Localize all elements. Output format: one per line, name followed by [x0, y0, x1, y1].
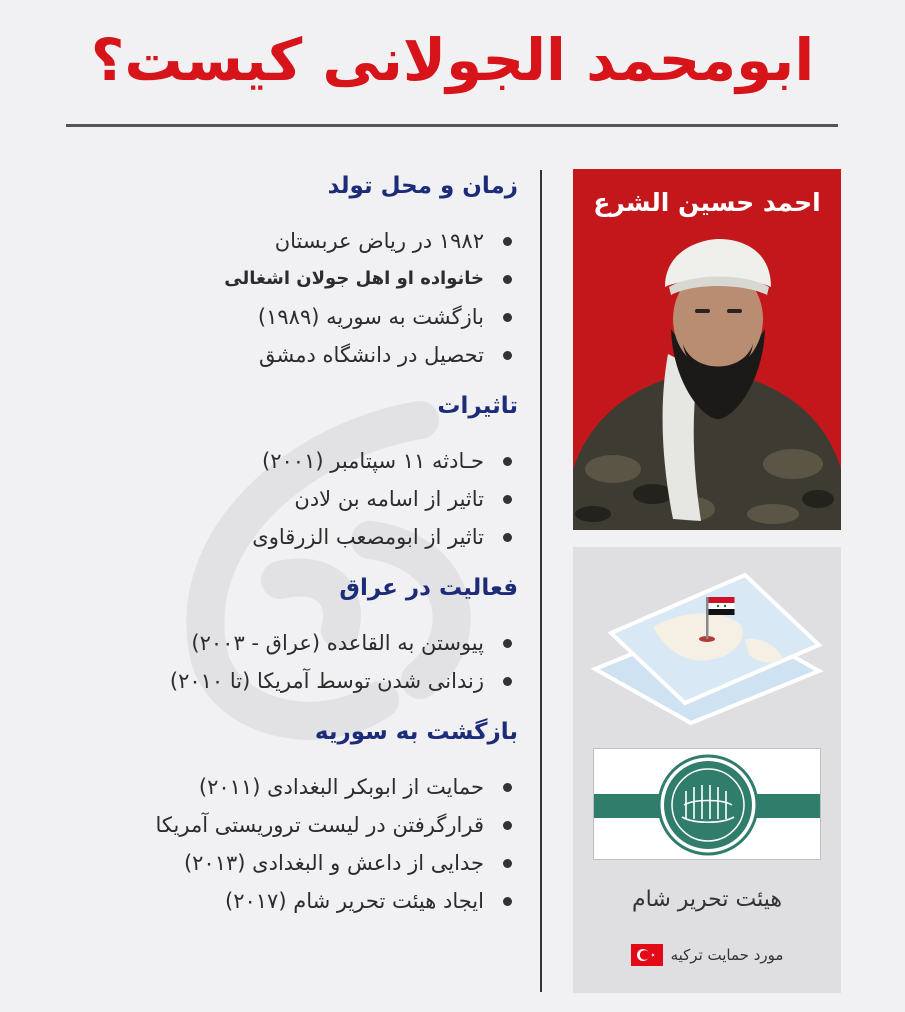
bullet-icon — [503, 457, 512, 466]
list-item: قرارگرفتن در لیست تروریستی آمریکا — [40, 806, 518, 844]
section-birth — [40, 164, 518, 374]
bullet-icon — [503, 275, 512, 284]
organization-name: هیئت تحریر شام — [632, 887, 782, 912]
bullet-icon — [503, 677, 512, 686]
bullet-icon — [503, 783, 512, 792]
list-item: تاثیر از اسامه بن لادن — [40, 480, 518, 518]
list-item: تاثیر از ابومصعب الزرقاوی — [40, 518, 518, 556]
list-item: تحصیل در دانشگاه دمشق — [40, 336, 518, 374]
list-item: جدایی از داعش و البغدادی (۲۰۱۳) — [40, 844, 518, 882]
bullet-list — [40, 222, 518, 374]
section-return-to-syria — [40, 710, 518, 920]
turkey-flag-icon — [631, 944, 663, 966]
organization-flag — [593, 748, 821, 860]
support-note — [573, 940, 841, 970]
section-iraq-activity — [40, 566, 518, 700]
bullet-list — [40, 624, 518, 700]
page-title: ابومحمد الجولانی کیست؟ — [90, 26, 815, 94]
bullet-list — [40, 768, 518, 920]
bullet-icon — [503, 897, 512, 906]
section-heading: تاثیرات — [437, 393, 518, 419]
list-item: خانواده او اهل جولان اشغالی — [40, 260, 518, 298]
section-heading: فعالیت در عراق — [339, 575, 518, 601]
section-heading: زمان و محل تولد — [327, 173, 518, 199]
portrait-photo — [573, 169, 841, 530]
section-influences — [40, 384, 518, 556]
section-heading: بازگشت به سوریه — [314, 719, 518, 745]
list-item: بازگشت به سوریه (۱۹۸۹) — [40, 298, 518, 336]
list-item: حـادثه ۱۱ سپتامبر (۲۰۰۱) — [40, 442, 518, 480]
bullet-icon — [503, 859, 512, 868]
bullet-icon — [503, 533, 512, 542]
bullet-icon — [503, 495, 512, 504]
list-item: ایجاد هیئت تحریر شام (۲۰۱۷) — [40, 882, 518, 920]
biography-text-column — [40, 160, 518, 1002]
bullet-icon — [503, 351, 512, 360]
portrait-name: احمد حسین الشرع — [593, 188, 821, 217]
list-item: حمایت از ابوبکر البغدادی (۲۰۱۱) — [40, 768, 518, 806]
portrait-card — [573, 169, 841, 530]
support-text: مورد حمایت ترکیه — [670, 946, 784, 964]
bullet-icon — [503, 313, 512, 322]
list-item: ۱۹۸۲ در ریاض عربستان — [40, 222, 518, 260]
list-item: پیوستن به القاعده (عراق - ۲۰۰۳) — [40, 624, 518, 662]
syria-map-icon — [573, 547, 841, 737]
list-item: زندانی شدن توسط آمریکا (تا ۲۰۱۰) — [40, 662, 518, 700]
hts-flag-icon — [594, 749, 821, 860]
organization-card — [573, 547, 841, 993]
bullet-icon — [503, 237, 512, 246]
bullet-list — [40, 442, 518, 556]
column-divider — [540, 170, 542, 992]
bullet-icon — [503, 821, 512, 830]
bullet-icon — [503, 639, 512, 648]
title-divider — [66, 124, 838, 127]
